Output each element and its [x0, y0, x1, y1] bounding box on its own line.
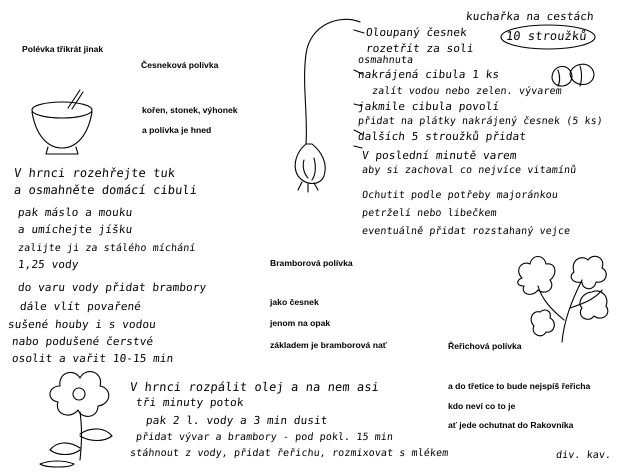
garlic-ingredient-line: V poslední minutě varem [361, 149, 518, 162]
flower-sketch-icon [30, 364, 130, 468]
garlic-ingredient-line: jakmile cibula povolí [357, 100, 500, 113]
garlic-method-line: osolit a vařit 10-15 min [11, 352, 175, 365]
garlic-method-line: a umíchejte jíšku [17, 223, 133, 236]
cress-method-line: přidat vývar a brambory - pod pokl. 15 min [135, 432, 394, 443]
garlic-ingredient-line: petrželí nebo libečkem [361, 208, 498, 219]
potato-line-2: jenom na opak [270, 318, 331, 328]
signature: div. kav. [555, 450, 612, 461]
garlic-ingredient-line: Ochutit podle potřeby majoránkou [361, 190, 559, 201]
garlic-ingredient-line: zalít vodou nebo zelen. vývarem [371, 86, 563, 97]
cress-plant-icon [512, 250, 612, 345]
garlic-method-line: sušené houby i s vodou [7, 318, 157, 331]
garlic-method-line: dále vlít povařené [19, 300, 142, 313]
page-subtitle-handwritten: kuchařka na cestách [465, 10, 595, 23]
garlic-method-line: do varu vody přidat brambory [17, 281, 207, 294]
cress-method-line: pak 2 l. vody a 3 min dusit [145, 414, 329, 427]
garlic-ingredient-line: eventuálně přidat rozstahaný vejce [361, 226, 571, 237]
garlic-ingredient-line: aby si zachoval co nejvíce vitamínů [361, 165, 577, 176]
garlic-soup-title: Česneková polívka [141, 60, 219, 70]
cress-method-line: V hrnci rozpálit olej a na nem asi [129, 380, 380, 394]
garlic-ingredient-line: osmahnuta [357, 55, 414, 66]
page-title: Polévka třikrát jinak [22, 44, 104, 54]
cress-method-line: stáhnout z vody, přidat řeřichu, rozmixovat s mlékem [129, 448, 449, 459]
potato-line-1: jako česnek [270, 297, 319, 307]
garlic-ingredient-line: přidat na plátky nakrájený česnek (5 ks) [357, 116, 604, 127]
cress-soup-title: Řeřichová polívka [448, 341, 522, 351]
garlic-subtitle-2: a polívka je hned [142, 125, 212, 135]
garlic-subtitle-1: kořen, stonek, výhonek [142, 105, 238, 115]
garlic-method-line: a osmahněte domácí cibuli [13, 183, 198, 197]
cloves-label: 10 stroužků [505, 29, 588, 43]
garlic-cloves-icon [548, 58, 598, 92]
garlic-ingredient-line: dalších 5 stroužků přidat [357, 130, 527, 143]
bullet-arrow-icon [352, 24, 366, 154]
garlic-ingredient-line: Oloupaný česnek [365, 26, 468, 39]
cloves-circle [498, 22, 598, 52]
cress-line-2: kdo neví co to je [448, 401, 516, 411]
potato-soup-title: Bramborová polívka [270, 258, 353, 268]
soup-bowl-icon [26, 88, 106, 158]
garlic-method-line: nabo podušené čerstvé [11, 335, 154, 348]
cress-line-1: a do třetice to bude nejspíš řeřicha [448, 381, 591, 391]
cress-line-3: ať jede ochutnat do Rakovníka [448, 420, 574, 430]
garlic-method-line: V hrnci rozehřejte tuk [13, 166, 176, 180]
garlic-method-line: pak máslo a mouku [17, 206, 133, 219]
garlic-method-line: zalijte ji za stálého míchání [17, 243, 197, 254]
garlic-method-line: 1,25 vody [17, 258, 80, 271]
potato-line-3: základem je bramborová nať [270, 340, 387, 350]
cress-method-line: tři minuty potok [135, 396, 245, 409]
garlic-ingredient-line: rozetřít za soli [365, 42, 475, 55]
garlic-ingredient-line: nakrájená cibula 1 ks [357, 68, 500, 81]
